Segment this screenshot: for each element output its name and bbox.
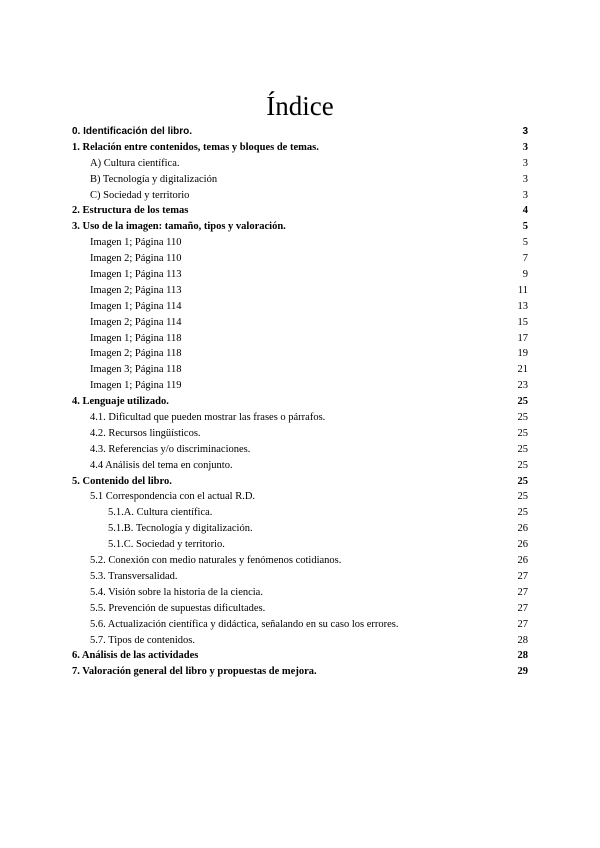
- toc-entry-page-number: 28: [517, 634, 528, 646]
- toc-entry[interactable]: [72, 219, 528, 235]
- toc-entry[interactable]: [72, 283, 528, 299]
- toc-entry-page-number: 25: [517, 396, 528, 408]
- toc-entry-page-number: 27: [517, 602, 528, 614]
- toc-entry-text: 5.1.B. Tecnología y digitalización.: [108, 523, 253, 535]
- toc-entry[interactable]: [72, 617, 528, 633]
- toc-entry-page-number: 25: [517, 491, 528, 503]
- toc-entry-text: 1. Relación entre contenidos, temas y bloques de temas.: [72, 141, 319, 153]
- toc-entry[interactable]: [72, 601, 528, 617]
- toc-entry-page-number: 5: [522, 237, 528, 249]
- toc-entry-text: 5.6. Actualización científica y didáctica, señalando en su caso los errores.: [90, 618, 399, 630]
- toc-entry-text: 5.1 Correspondencia con el actual R.D.: [90, 491, 256, 503]
- toc-entry-page-number: 3: [522, 173, 528, 185]
- toc-entry[interactable]: [72, 505, 528, 521]
- toc-entry-page-number: 15: [517, 316, 528, 328]
- toc-entry-page-number: 28: [517, 650, 528, 662]
- toc-entry[interactable]: [72, 172, 528, 188]
- toc-entry-page-number: 25: [517, 507, 528, 519]
- toc-title: Índice: [266, 91, 334, 122]
- toc-entry-page-number: 3: [522, 157, 528, 169]
- toc-entry-text: 5.1.C. Sociedad y territorio.: [108, 539, 225, 551]
- toc-entry-page-number: 4: [522, 205, 528, 217]
- toc-entry-text: 5.7. Tipos de contenidos.: [90, 634, 196, 646]
- toc-entry[interactable]: [72, 537, 528, 553]
- toc-entry[interactable]: [72, 426, 528, 442]
- toc-entry-text: Imagen 1; Página 113: [90, 269, 182, 281]
- toc-entry[interactable]: [72, 633, 528, 649]
- toc-entry[interactable]: [72, 569, 528, 585]
- toc-entry-page-number: 7: [522, 253, 528, 265]
- toc-entry-text: 5.5. Prevención de supuestas dificultades.: [90, 602, 266, 614]
- toc-entry[interactable]: [72, 553, 528, 569]
- toc-entry-page-number: 21: [517, 364, 528, 376]
- toc-entry[interactable]: [72, 331, 528, 347]
- toc-entry-page-number: 25: [517, 475, 528, 487]
- toc-entry[interactable]: [72, 346, 528, 362]
- toc-entry-text: 7. Valoración general del libro y propuestas de mejora.: [72, 666, 317, 678]
- toc-entry[interactable]: [72, 521, 528, 537]
- toc-entry-page-number: 25: [517, 412, 528, 424]
- toc-entry-text: Imagen 2; Página 118: [90, 348, 182, 360]
- toc-entry[interactable]: [72, 458, 528, 474]
- toc-entry[interactable]: [72, 315, 528, 331]
- toc-entry[interactable]: [72, 124, 528, 140]
- toc-entry-page-number: 19: [517, 348, 528, 360]
- toc-entry-text: C) Sociedad y territorio: [90, 189, 190, 201]
- toc-entry-text: 5.4. Visión sobre la historia de la ciencia.: [90, 586, 263, 598]
- toc-entry[interactable]: [72, 474, 528, 490]
- toc-entry-page-number: 27: [517, 570, 528, 582]
- toc-entry-text: 5. Contenido del libro.: [72, 475, 172, 487]
- toc-entry-text: 4.3. Referencias y/o discriminaciones.: [90, 443, 251, 455]
- toc-entry-text: 4.2. Recursos lingüísticos.: [90, 427, 201, 439]
- toc-entry-text: Imagen 1; Página 114: [90, 300, 182, 312]
- toc-entry[interactable]: [72, 489, 528, 505]
- toc-entry-page-number: 9: [522, 269, 528, 281]
- toc-entry[interactable]: [72, 664, 528, 680]
- toc-entry-page-number: 25: [517, 427, 528, 439]
- toc-entry[interactable]: [72, 251, 528, 267]
- toc-entry[interactable]: [72, 267, 528, 283]
- toc-entry-text: 3. Uso de la imagen: tamaño, tipos y valoración.: [72, 221, 286, 233]
- toc-entry-text: 0. Identificación del libro.: [72, 126, 193, 137]
- toc-entry-page-number: 27: [517, 586, 528, 598]
- toc-entry-page-number: 27: [517, 618, 528, 630]
- toc-entry[interactable]: [72, 140, 528, 156]
- toc-list: [72, 124, 528, 680]
- toc-entry-page-number: 13: [517, 300, 528, 312]
- toc-entry-page-number: 5: [522, 221, 528, 233]
- toc-entry-text: B) Tecnología y digitalización: [90, 173, 218, 185]
- toc-entry-page-number: 26: [517, 555, 528, 567]
- toc-entry-text: 2. Estructura de los temas: [72, 205, 189, 217]
- toc-entry-page-number: 3: [522, 189, 528, 201]
- toc-entry-text: Imagen 1; Página 119: [90, 380, 182, 392]
- toc-entry-text: Imagen 3; Página 118: [90, 364, 182, 376]
- toc-entry[interactable]: [72, 648, 528, 664]
- toc-entry-page-number: 25: [517, 459, 528, 471]
- toc-entry[interactable]: [72, 442, 528, 458]
- toc-entry[interactable]: [72, 378, 528, 394]
- toc-entry-text: 4.1. Dificultad que pueden mostrar las frases o párrafos.: [90, 412, 326, 424]
- toc-entry-page-number: 26: [517, 523, 528, 535]
- toc-entry-page-number: 23: [517, 380, 528, 392]
- toc-entry-text: Imagen 1; Página 110: [90, 237, 182, 249]
- toc-entry-text: 5.2. Conexión con medio naturales y fenómenos cotidianos.: [90, 555, 342, 567]
- toc-entry[interactable]: [72, 188, 528, 204]
- toc-entry-page-number: 17: [517, 332, 528, 344]
- toc-entry-text: 4.4 Análisis del tema en conjunto.: [90, 459, 233, 471]
- toc-entry-text: A) Cultura científica.: [90, 157, 180, 169]
- toc-entry[interactable]: [72, 203, 528, 219]
- toc-entry-page-number: 3: [522, 141, 528, 153]
- toc-entry-text: 4. Lenguaje utilizado.: [72, 396, 169, 408]
- toc-entry[interactable]: [72, 299, 528, 315]
- toc-entry[interactable]: [72, 362, 528, 378]
- toc-entry[interactable]: [72, 410, 528, 426]
- toc-entry[interactable]: [72, 235, 528, 251]
- toc-entry[interactable]: [72, 156, 528, 172]
- toc-entry-page-number: 11: [517, 284, 528, 296]
- toc-entry-page-number: 3: [522, 126, 528, 137]
- toc-entry-text: Imagen 2; Página 113: [90, 284, 182, 296]
- toc-entry-page-number: 25: [517, 443, 528, 455]
- toc-entry-text: Imagen 1; Página 118: [90, 332, 182, 344]
- toc-entry[interactable]: [72, 585, 528, 601]
- toc-entry[interactable]: [72, 394, 528, 410]
- toc-entry-page-number: 26: [517, 539, 528, 551]
- toc-entry-text: Imagen 2; Página 110: [90, 253, 182, 265]
- toc-entry-text: 5.1.A. Cultura científica.: [108, 507, 213, 519]
- toc-entry-text: 6. Análisis de las actividades: [72, 650, 199, 662]
- toc-entry-page-number: 29: [517, 666, 528, 678]
- toc-entry-text: 5.3. Transversalidad.: [90, 570, 178, 582]
- toc-entry-text: Imagen 2; Página 114: [90, 316, 182, 328]
